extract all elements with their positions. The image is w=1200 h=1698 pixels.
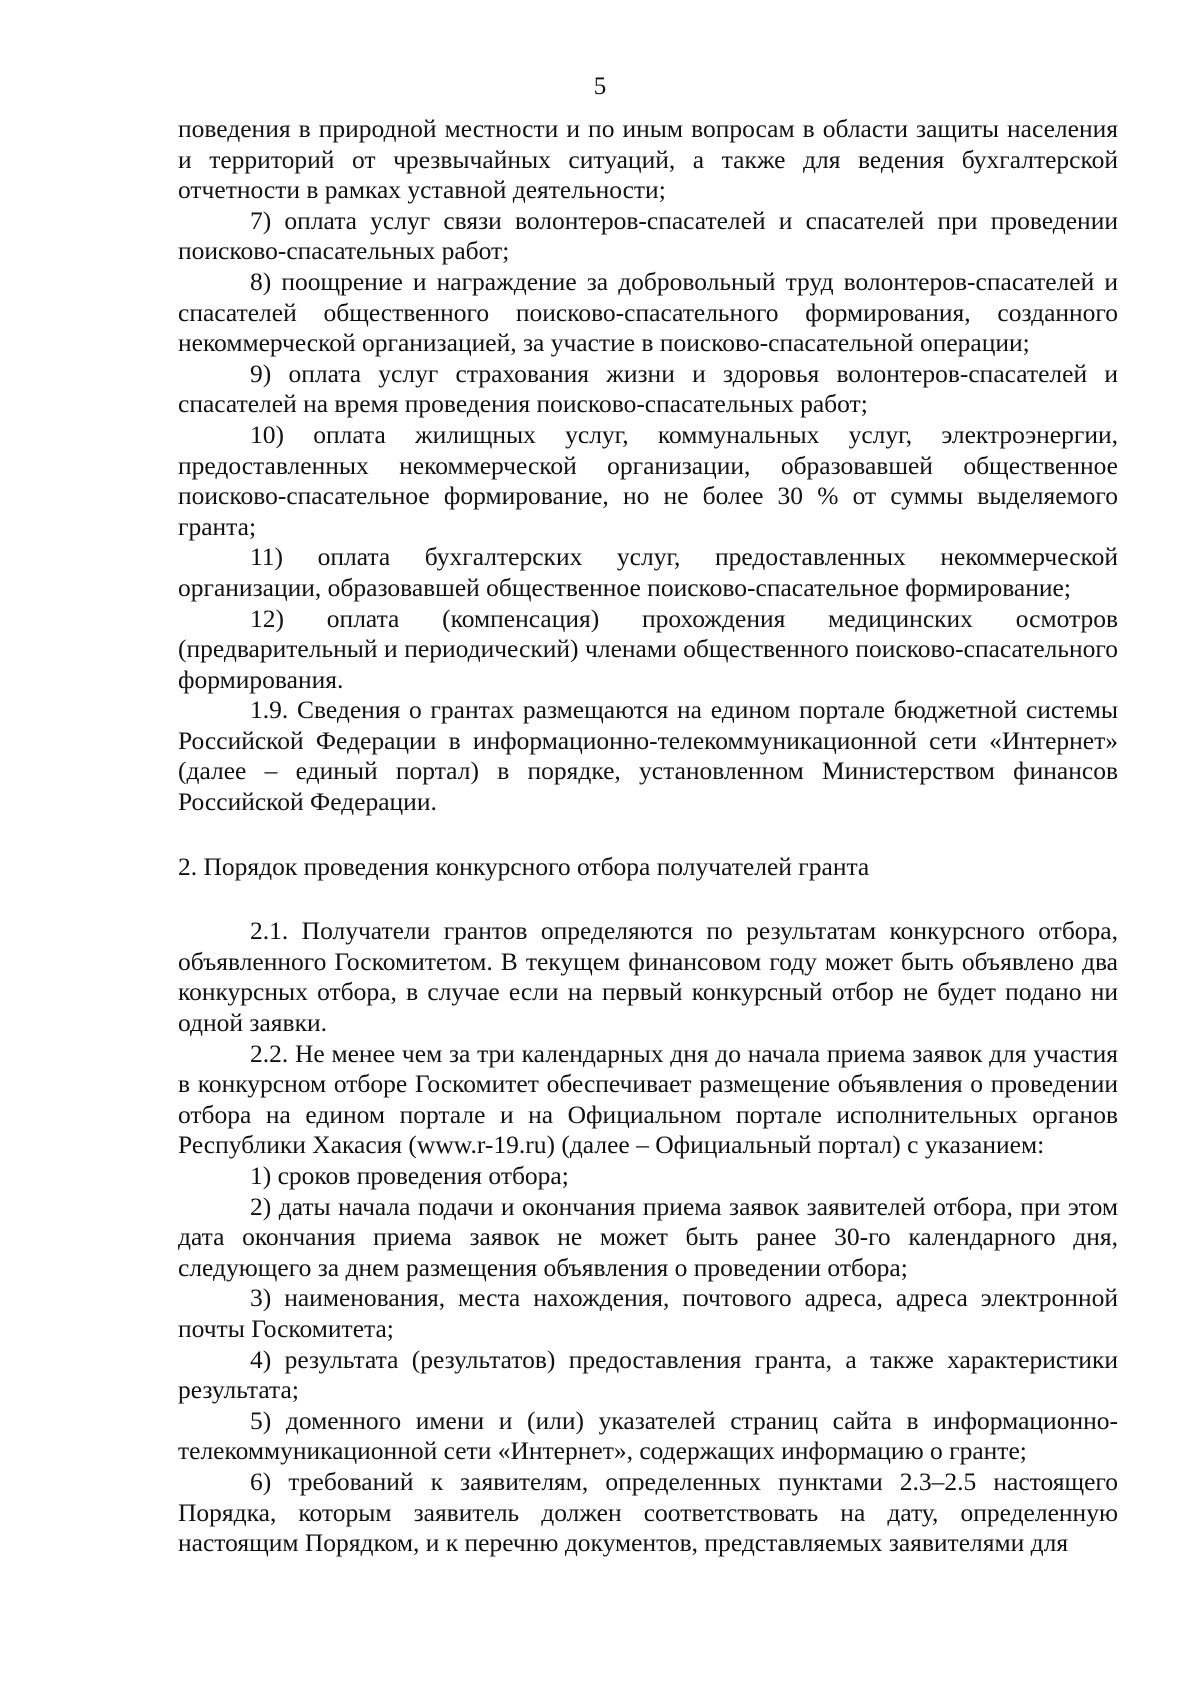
paragraph: 5) доменного имени и (или) указателей страниц сайта в информационно-телекоммуникационной сети «Интернет», содержащих информацию о гранте;	[178, 1405, 1118, 1466]
paragraph: 7) оплата услуг связи волонтеров-спасателей и спасателей при проведении поисково-спасательных работ;	[178, 205, 1118, 266]
paragraph: 2.2. Не менее чем за три календарных дня до начала приема заявок для участия в конкурсном отборе Госкомитет обеспечивает размещение объявления о проведении отбора на едином портале и на Официальном портале исполнительных органов Республики Хакасия (www.r-19.ru) (далее – Официальный портал) с указанием:	[178, 1038, 1118, 1160]
paragraph: поведения в природной местности и по иным вопросам в области защиты населения и территорий от чрезвычайных ситуаций, а также для ведения бухгалтерской отчетности в рамках уставной деятельности;	[178, 114, 1118, 205]
paragraph: 2) даты начала подачи и окончания приема заявок заявителей отбора, при этом дата окончания приема заявок не может быть ранее 30-го календарного дня, следующего за днем размещения объявления о проведении отбора;	[178, 1191, 1118, 1282]
paragraph: 9) оплата услуг страхования жизни и здоровья волонтеров-спасателей и спасателей на время проведения поисково-спасательных работ;	[178, 358, 1118, 419]
paragraph: 4) результата (результатов) предоставления гранта, а также характеристики результата;	[178, 1344, 1118, 1405]
paragraphs-after-heading	[178, 916, 1118, 1558]
paragraph: 1.9. Сведения о грантах размещаются на едином портале бюджетной системы Российской Федерации в информационно-телекоммуникационной сети «Интернет» (далее – единый портал) в порядке, установленном Министерством финансов Российской Федерации.	[178, 695, 1118, 817]
paragraph: 12) оплата (компенсация) прохождения медицинских осмотров (предварительный и периодический) членами общественного поисково-спасательного формирования.	[178, 603, 1118, 694]
paragraph: 11) оплата бухгалтерских услуг, предоставленных некоммерческой организации, образовавшей общественное поисково-спасательное формирование;	[178, 542, 1118, 602]
paragraph: 6) требований к заявителям, определенных пунктами 2.3–2.5 настоящего Порядка, которым заявитель должен соответствовать на дату, определенную настоящим Порядком, и к перечню документов, представляемых заявителями для	[178, 1466, 1118, 1558]
section-heading: 2. Порядок проведения конкурсного отбора получателей гранта	[178, 851, 870, 881]
document-body	[178, 114, 1118, 1559]
paragraph: 10) оплата жилищных услуг, коммунальных услуг, электроэнергии, предоставленных некоммерческой организации, образовавшей общественное поисково-спасательное формирование, но не более 30 % от суммы выделяемого гранта;	[178, 419, 1118, 541]
paragraphs-before-heading	[178, 114, 1118, 818]
paragraph: 1) сроков проведения отбора;	[250, 1161, 569, 1190]
paragraph: 3) наименования, места нахождения, почтового адреса, адреса электронной почты Госкомитета;	[178, 1283, 1118, 1343]
paragraph: 8) поощрение и награждение за добровольный труд волонтеров-спасателей и спасателей общественного поисково-спасательного формирования, созданного некоммерческой организацией, за участие в поисково-спасательной операции;	[178, 266, 1118, 358]
paragraph: 2.1. Получатели грантов определяются по результатам конкурсного отбора, объявленного Госкомитетом. В текущем финансовом году может быть объявлено два конкурсных отбора, в случае если на первый конкурсный отбор не будет подано ни одной заявки.	[178, 916, 1118, 1038]
page-number: 5	[593, 73, 607, 100]
